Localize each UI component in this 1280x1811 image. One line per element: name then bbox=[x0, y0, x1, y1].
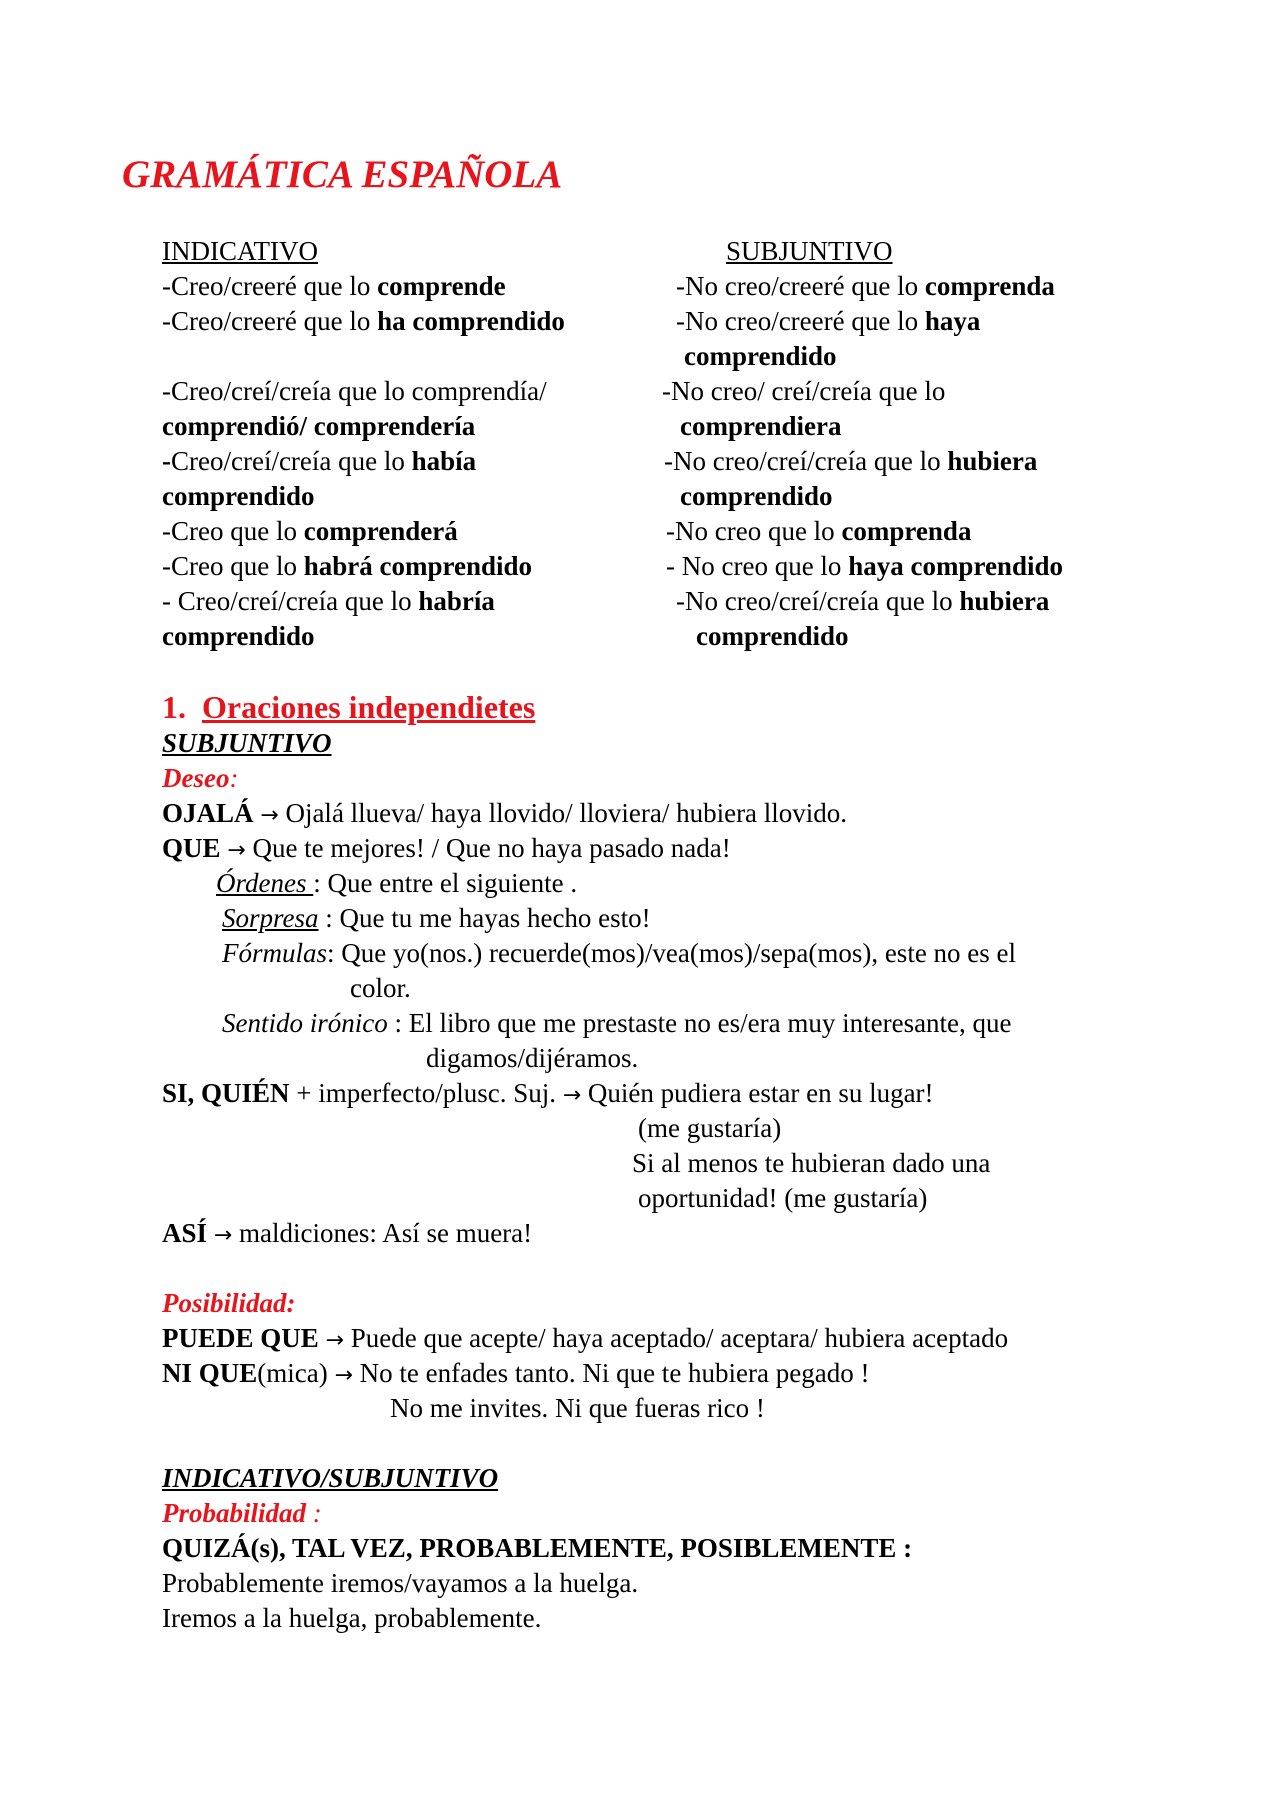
que-line: QUE → Que te mejores! / Que no haya pasado nada! bbox=[162, 833, 731, 863]
indicativo-line: -Creo que lo comprenderá bbox=[162, 516, 458, 546]
formulas-line: Fórmulas: Que yo(nos.) recuerde(mos)/vea(mos)/sepa(mos), este no es el bbox=[222, 938, 1017, 968]
posibilidad-label: Posibilidad: bbox=[162, 1288, 296, 1318]
subjuntivo-line: comprendido bbox=[696, 621, 849, 651]
indicativo-line: -Creo/creí/creía que lo comprendía/ bbox=[162, 376, 547, 406]
arrow-icon: → bbox=[260, 803, 279, 828]
ni-que-line-cont: No me invites. Ni que fueras rico ! bbox=[390, 1393, 765, 1423]
example-line: Iremos a la huelga, probablemente. bbox=[162, 1603, 542, 1633]
si-quien-line-cont: Si al menos te hubieran dado una bbox=[632, 1148, 991, 1178]
indicativo-line: comprendió/ comprendería bbox=[162, 411, 476, 441]
formulas-line-cont: color. bbox=[350, 973, 411, 1003]
puede-que-line: PUEDE QUE → Puede que acepte/ haya aceptado/ aceptara/ hubiera aceptado bbox=[162, 1323, 1009, 1353]
arrow-icon: → bbox=[213, 1223, 233, 1248]
page-title: GRAMÁTICA ESPAÑOLA bbox=[122, 153, 563, 196]
arrow-icon: → bbox=[325, 1328, 344, 1353]
subjuntivo-line: -No creo/creeré que lo comprenda bbox=[676, 271, 1055, 301]
ni-que-line: NI QUE(mica) → No te enfades tanto. Ni que te hubiera pegado ! bbox=[162, 1358, 870, 1388]
subjuntivo-line: -No creo/creeré que lo haya bbox=[676, 306, 981, 336]
si-quien-line-cont: (me gustaría) bbox=[638, 1113, 782, 1143]
subjuntivo-line: -No creo/creí/creía que lo hubiera bbox=[664, 446, 1038, 476]
arrow-icon: → bbox=[562, 1083, 582, 1108]
subjuntivo-line: - No creo que lo haya comprendido bbox=[666, 551, 1063, 581]
indicativo-line: -Creo/creeré que lo comprende bbox=[162, 271, 506, 301]
indicativo-line: -Creo/creí/creía que lo había bbox=[162, 446, 477, 476]
subjuntivo-line: comprendido bbox=[680, 481, 833, 511]
ordenes-line: Órdenes : Que entre el siguiente . bbox=[216, 868, 578, 898]
ojala-line: OJALÁ → Ojalá llueva/ haya llovido/ lloviera/ hubiera llovido. bbox=[162, 798, 848, 828]
subjuntivo-line: -No creo que lo comprenda bbox=[666, 516, 972, 546]
asi-line: ASÍ → maldiciones: Así se muera! bbox=[162, 1218, 533, 1248]
section-heading: 1. Oraciones independietes bbox=[162, 689, 536, 725]
indicativo-line: comprendido bbox=[162, 621, 315, 651]
arrow-icon: → bbox=[334, 1363, 353, 1388]
indicativo-line: - Creo/creí/creía que lo habría bbox=[162, 586, 495, 616]
subjuntivo-line: comprendido bbox=[684, 341, 837, 371]
header-indicativo: INDICATIVO bbox=[162, 236, 318, 266]
subjuntivo-line: comprendiera bbox=[680, 411, 842, 441]
subheading-indicativo-subjuntivo: INDICATIVO/SUBJUNTIVO bbox=[162, 1463, 499, 1493]
si-quien-line: SI, QUIÉN + imperfecto/plusc. Suj. → Quién pudiera estar en su lugar! bbox=[162, 1078, 934, 1108]
subjuntivo-line: -No creo/ creí/creía que lo bbox=[662, 376, 946, 406]
example-line: Probablemente iremos/vayamos a la huelga. bbox=[162, 1568, 639, 1598]
ironico-line: Sentido irónico : El libro que me prestaste no es/era muy interesante, que bbox=[222, 1008, 1012, 1038]
sorpresa-line: Sorpresa : Que tu me hayas hecho esto! bbox=[222, 903, 651, 933]
ironico-line-cont: digamos/dijéramos. bbox=[426, 1043, 639, 1073]
indicativo-line: -Creo que lo habrá comprendido bbox=[162, 551, 533, 581]
si-quien-line-cont: oportunidad! (me gustaría) bbox=[638, 1183, 928, 1213]
header-subjuntivo: SUBJUNTIVO bbox=[726, 236, 893, 266]
arrow-icon: → bbox=[227, 838, 246, 863]
indicativo-line: -Creo/creeré que lo ha comprendido bbox=[162, 306, 565, 336]
subjuntivo-line: -No creo/creí/creía que lo hubiera bbox=[676, 586, 1050, 616]
subheading-subjuntivo: SUBJUNTIVO bbox=[162, 728, 332, 758]
probabilidad-label: Probabilidad : bbox=[162, 1498, 322, 1528]
indicativo-line: comprendido bbox=[162, 481, 315, 511]
deseo-label: Deseo: bbox=[162, 763, 239, 793]
quiza-line: QUIZÁ(s), TAL VEZ, PROBABLEMENTE, POSIBLEMENTE : bbox=[162, 1533, 913, 1563]
